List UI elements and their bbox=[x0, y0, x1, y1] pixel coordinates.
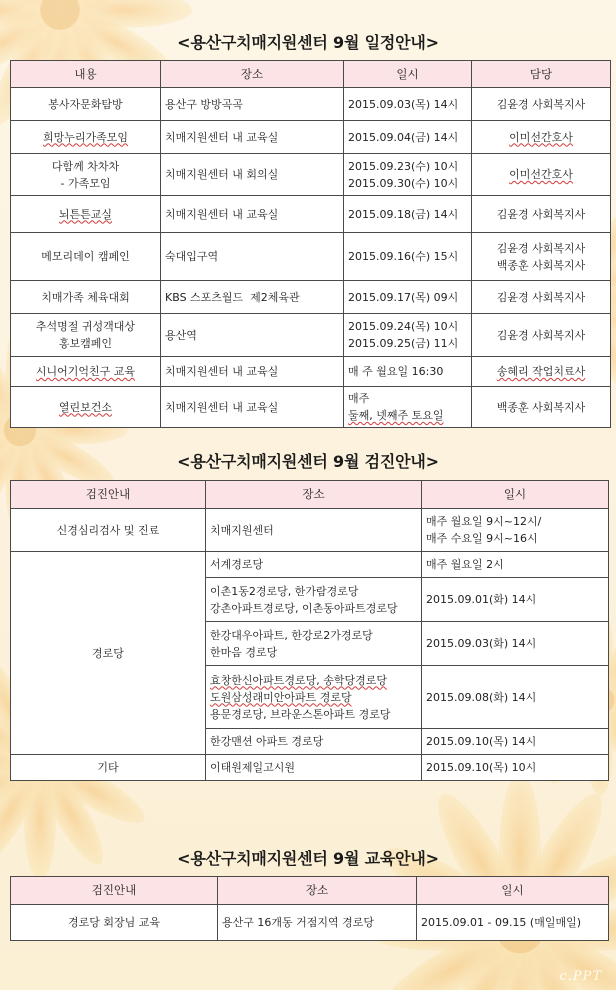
datetime-cell: 2015.09.03(목) 14시 bbox=[344, 88, 472, 121]
watermark-logo: c.PPT bbox=[559, 969, 602, 984]
content-text: 메모리데이 캠페인 bbox=[41, 250, 130, 263]
datetime-cell: 2015.09.16(수) 15시 bbox=[344, 233, 472, 281]
datetime-cell bbox=[344, 387, 472, 428]
content-text: 치매가족 체육대회 bbox=[41, 290, 130, 304]
category-cell: 신경심리검사 및 진료 bbox=[11, 509, 206, 552]
content-cell bbox=[11, 387, 161, 428]
category-cell: 기타 bbox=[11, 755, 206, 781]
datetime-cell: 2015.09.18(금) 14시 bbox=[344, 196, 472, 233]
place-text: 효창한신아파트경로당, 송학당경로당 bbox=[210, 673, 388, 687]
table-row bbox=[11, 121, 611, 154]
staff-text: 백종훈 사회복지사 bbox=[496, 258, 586, 272]
staff-cell: 김윤경 사회복지사 bbox=[472, 314, 611, 357]
datetime-cell: 2015.09.03(화) 14시 bbox=[422, 622, 609, 666]
place-cell: 치매지원센터 내 교육실 bbox=[161, 196, 344, 233]
content-cell bbox=[11, 281, 161, 314]
datetime-cell bbox=[422, 509, 609, 552]
content-cell bbox=[11, 121, 161, 154]
place-cell: 이태원제일고시원 bbox=[206, 755, 422, 781]
place-cell: 치매지원센터 내 교육실 bbox=[161, 121, 344, 154]
schedule-title: <용산구치매지원센터 9월 일정안내> bbox=[177, 33, 439, 52]
content-text: 희망누리가족모임 bbox=[42, 130, 128, 144]
staff-text: 이미선간호사 bbox=[509, 168, 573, 181]
staff-cell: 백종훈 사회복지사 bbox=[472, 387, 611, 428]
place-text: 한마음 경로당 bbox=[210, 645, 278, 659]
content-cell bbox=[11, 88, 161, 121]
header-datetime: 일시 bbox=[417, 877, 609, 905]
table-row bbox=[11, 233, 611, 281]
place-cell: 숙대입구역 bbox=[161, 233, 344, 281]
header-datetime: 일시 bbox=[344, 61, 472, 88]
content-text: 다함께 차차차 bbox=[51, 159, 120, 173]
datetime-cell: 2015.09.01(화) 14시 bbox=[422, 578, 609, 622]
datetime-cell: 2015.09.17(목) 09시 bbox=[344, 281, 472, 314]
content-cell bbox=[11, 154, 161, 196]
place-cell: 치매지원센터 내 교육실 bbox=[161, 387, 344, 428]
place-cell: 용산구 방방곡곡 bbox=[161, 88, 344, 121]
header-place: 장소 bbox=[161, 61, 344, 88]
education-table bbox=[10, 876, 609, 941]
datetime-text: 매주 월요일 9시~12시/ bbox=[426, 515, 542, 528]
content-text: - 가족모임 bbox=[60, 176, 111, 190]
category-cell: 경로당 회장님 교육 bbox=[11, 905, 218, 941]
staff-text: 이미선간호사 bbox=[509, 130, 573, 144]
table-row bbox=[11, 755, 609, 781]
header-category: 검진안내 bbox=[11, 481, 206, 509]
staff-cell: 김윤경 사회복지사 bbox=[472, 281, 611, 314]
datetime-cell bbox=[344, 154, 472, 196]
checkup-title: <용산구치매지원센터 9월 검진안내> bbox=[177, 452, 439, 471]
content-text: 홍보캠페인 bbox=[58, 337, 113, 350]
table-row bbox=[11, 357, 611, 387]
table-row bbox=[11, 552, 609, 578]
datetime-text: 둘째, 넷째주 토요일 bbox=[348, 409, 444, 422]
place-text: 도원삼성래미안아파트 경로당 bbox=[210, 690, 352, 704]
staff-cell bbox=[472, 154, 611, 196]
schedule-header-row bbox=[11, 61, 611, 88]
place-cell bbox=[206, 622, 422, 666]
staff-text: 김윤경 사회복지사 bbox=[496, 241, 586, 255]
place-text: 용문경로당, 브라운스톤아파트 경로당 bbox=[210, 707, 391, 721]
table-row bbox=[11, 196, 611, 233]
table-row bbox=[11, 387, 611, 428]
datetime-text: 매주 bbox=[348, 392, 370, 405]
place-text bbox=[210, 583, 417, 600]
header-content: 내용 bbox=[11, 61, 161, 88]
datetime-cell: 2015.09.10(목) 14시 bbox=[422, 729, 609, 755]
content-text: 시니어기억친구 교육 bbox=[35, 365, 136, 378]
header-datetime: 일시 bbox=[422, 481, 609, 509]
place-cell: 용산역 bbox=[161, 314, 344, 357]
datetime-cell: 매주 월요일 2시 bbox=[422, 552, 609, 578]
datetime-cell: 매 주 월요일 16:30 bbox=[344, 357, 472, 387]
place-cell: 용산구 16개동 거점지역 경로당 bbox=[218, 905, 417, 941]
schedule-table bbox=[10, 60, 611, 428]
content-text: 봉사자문화탐방 bbox=[48, 97, 123, 111]
datetime-text: 2015.09.23(수) 10시 bbox=[348, 159, 459, 173]
content-text: 추석명절 귀성객대상 bbox=[35, 320, 136, 333]
content-text: 열린보건소 bbox=[58, 400, 113, 414]
content-cell bbox=[11, 314, 161, 357]
table-row bbox=[11, 314, 611, 357]
staff-cell: 김윤경 사회복지사 bbox=[472, 88, 611, 121]
place-cell: 치매지원센터 내 회의실 bbox=[161, 154, 344, 196]
place-text: 강촌아파트경로당, 이촌동아파트경로당 bbox=[210, 601, 398, 615]
place-cell: 치매지원센터 bbox=[206, 509, 422, 552]
checkup-table bbox=[10, 480, 609, 781]
content-text: 뇌튼튼교실 bbox=[58, 207, 113, 221]
staff-cell: 김윤경 사회복지사 bbox=[472, 196, 611, 233]
education-header-row bbox=[11, 877, 609, 905]
datetime-text: 2015.09.24(목) 10시 bbox=[348, 320, 459, 333]
place-cell bbox=[206, 666, 422, 729]
content-cell bbox=[11, 357, 161, 387]
staff-cell bbox=[472, 357, 611, 387]
staff-text: 송혜리 작업치료사 bbox=[496, 365, 586, 378]
place-cell: KBS 스포츠월드 제2체육관 bbox=[161, 281, 344, 314]
table-row bbox=[11, 88, 611, 121]
education-title: <용산구치매지원센터 9월 교육안내> bbox=[177, 849, 439, 868]
content-cell bbox=[11, 196, 161, 233]
datetime-text: 매주 수요일 9시~16시 bbox=[426, 532, 538, 545]
header-category: 검진안내 bbox=[11, 877, 218, 905]
place-cell: 치매지원센터 내 교육실 bbox=[161, 357, 344, 387]
category-cell: 경로당 bbox=[11, 552, 206, 755]
staff-cell bbox=[472, 233, 611, 281]
place-text: 한강대우아파트, 한강로2가경로당 bbox=[210, 628, 373, 642]
header-place: 장소 bbox=[218, 877, 417, 905]
table-row bbox=[11, 509, 609, 552]
header-staff: 담당 bbox=[472, 61, 611, 88]
place-text: 이촌1동2경로당, 한가람경로당 bbox=[210, 584, 359, 598]
content-cell bbox=[11, 233, 161, 281]
checkup-header-row bbox=[11, 481, 609, 509]
datetime-cell: 2015.09.10(목) 10시 bbox=[422, 755, 609, 781]
table-row bbox=[11, 905, 609, 941]
datetime-cell: 2015.09.08(화) 14시 bbox=[422, 666, 609, 729]
datetime-cell bbox=[344, 314, 472, 357]
table-row bbox=[11, 154, 611, 196]
datetime-text: 2015.09.25(금) 11시 bbox=[348, 337, 459, 350]
place-cell: 서계경로당 bbox=[206, 552, 422, 578]
place-cell: 한강맨션 아파트 경로당 bbox=[206, 729, 422, 755]
header-place: 장소 bbox=[206, 481, 422, 509]
staff-cell bbox=[472, 121, 611, 154]
place-cell bbox=[206, 578, 422, 622]
datetime-cell: 2015.09.04(금) 14시 bbox=[344, 121, 472, 154]
datetime-text: 2015.09.30(수) 10시 bbox=[348, 176, 459, 190]
table-row bbox=[11, 281, 611, 314]
datetime-cell: 2015.09.01 - 09.15 (매일매일) bbox=[417, 905, 609, 941]
